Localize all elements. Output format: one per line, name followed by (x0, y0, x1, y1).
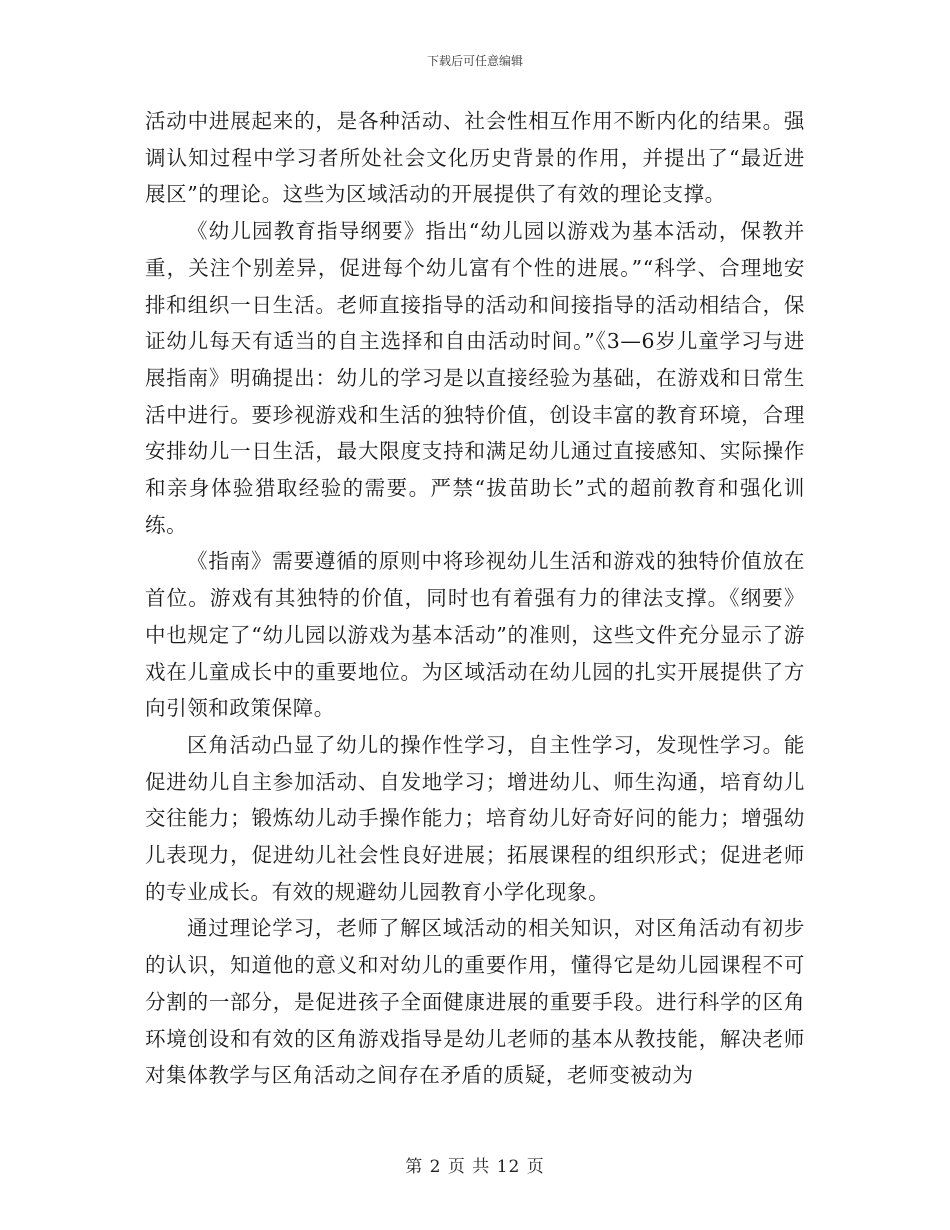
page-header: 下载后可任意编辑 (426, 54, 523, 68)
paragraph: 《幼儿园教育指导纲要》指出“幼儿园以游戏为基本活动，保教并重，关注个别差异，促进每个幼儿富有个性的进展。”“科学、合理地安排和组织一日生活。老师直接指导的活动和间接指导的活动相结合，保证幼儿每天有适当的自主选择和自由活动时间。”《3—6岁儿童学习与进展指南》明确提出：幼儿的学习是以直接经验为基础，在游戏和日常生活中进行。要珍视游戏和生活的独特价值，创设丰富的教育环境，合理安排幼儿一日生活，最大限度支持和满足幼儿通过直接感知、实际操作和亲身体验猎取经验的需要。严禁“拔苗助长”式的超前教育和强化训练。 (145, 219, 805, 537)
paragraph: 通过理论学习，老师了解区域活动的相关知识，对区角活动有初步的认识，知道他的意义和对幼儿的重要作用，懂得它是幼儿园课程不可分割的一部分，是促进孩子全面健康进展的重要手段。进行科学的区角环境创设和有效的区角游戏指导是幼儿老师的基本从教技能，解决老师对集体教学与区角活动之间存在矛盾的质疑，老师变被动为 (145, 916, 805, 1088)
document-body (145, 103, 805, 1094)
paragraph: 区角活动凸显了幼儿的操作性学习，自主性学习，发现性学习。能促进幼儿自主参加活动、自发地学习；增进幼儿、师生沟通，培育幼儿交往能力；锻炼幼儿动手操作能力；培育幼儿好奇好问的能力；增强幼儿表现力，促进幼儿社会性良好进展；拓展课程的组织形式；促进老师的专业成长。有效的规避幼儿园教育小学化现象。 (145, 732, 805, 904)
paragraph: 活动中进展起来的，是各种活动、社会性相互作用不断内化的结果。强调认知过程中学习者所处社会文化历史背景的作用，并提出了“最近进展区”的理论。这些为区域活动的开展提供了有效的理论支撑。 (145, 109, 805, 207)
paragraph: 《指南》需要遵循的原则中将珍视幼儿生活和游戏的独特价值放在首位。游戏有其独特的价值，同时也有着强有力的律法支撑。《纲要》中也规定了“幼儿园以游戏为基本活动”的准则，这些文件充分显示了游戏在儿童成长中的重要地位。为区域活动在幼儿园的扎实开展提供了方向引领和政策保障。 (145, 549, 805, 721)
page-footer: 第 2 页 共 12 页 (405, 1157, 545, 1177)
